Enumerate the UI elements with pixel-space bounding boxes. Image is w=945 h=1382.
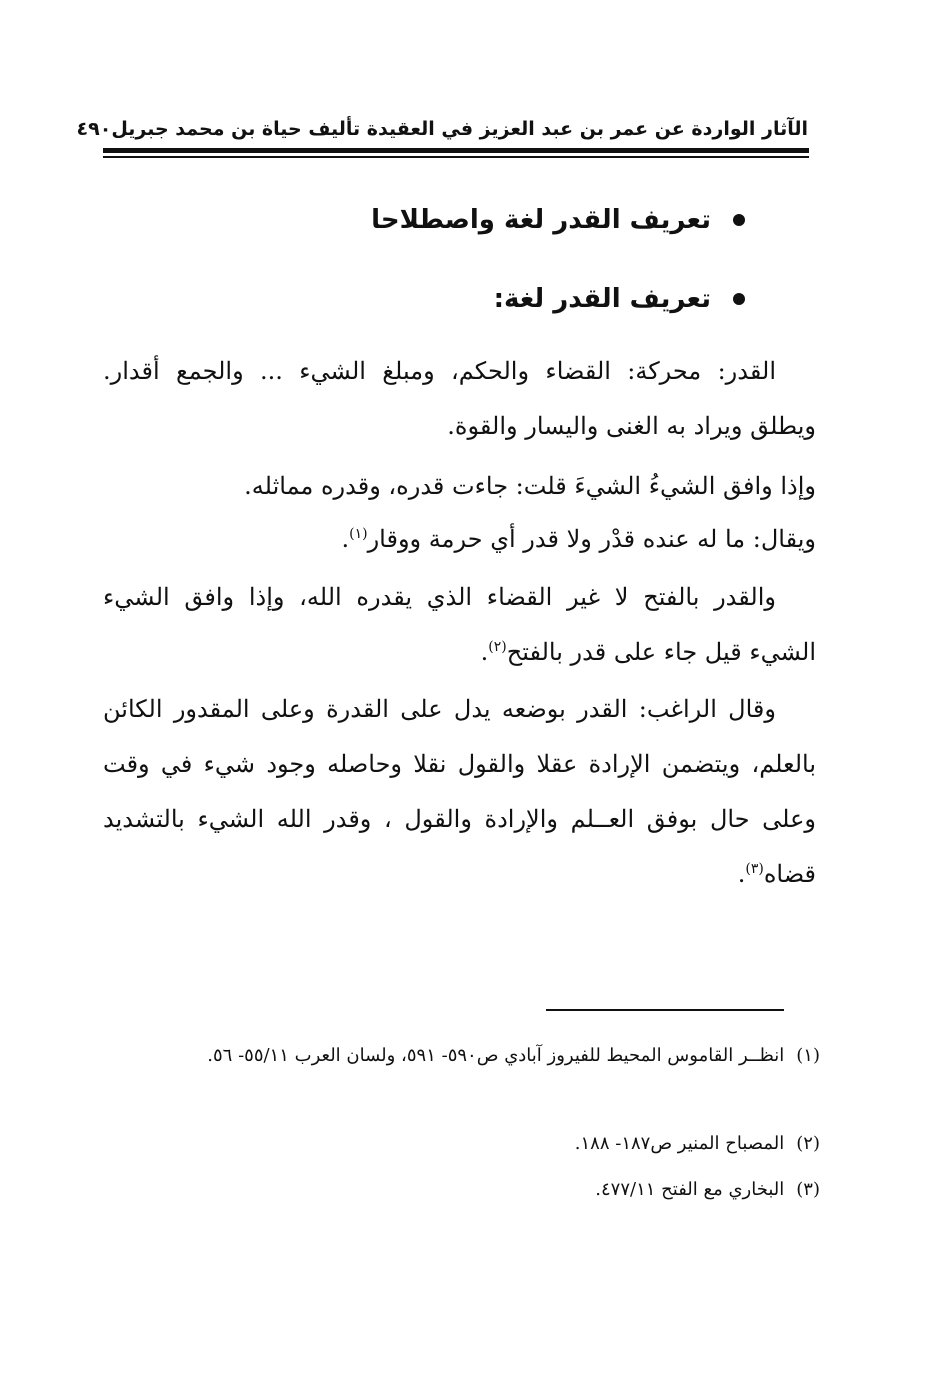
paragraph-raghib [103,682,816,902]
paragraph-text: ويقال: ما له عنده قدْر ولا قدر أي حرمة ووقار [367,525,816,553]
paragraph-period: . [480,638,489,666]
running-header-title: الآثار الواردة عن عمر بن عبد العزيز في العقيدة تأليف حياة بن محمد جبريل [111,118,808,140]
paragraph-text: القدر: محركة: القضاء والحكم، ومبلغ الشيء ... والجمع أقدار. ويطلق ويراد به الغنى واليسار والقوة. [103,357,816,440]
page-number: ٤٩٠ [76,118,112,140]
paragraph-fatha [103,570,816,680]
section-heading [371,205,745,235]
paragraph-saying [126,512,816,567]
footnote-number: (١) [796,1045,820,1066]
footnote-number: (٣) [796,1179,820,1200]
bullet-icon [733,214,745,226]
footnote-text: البخاري مع الفتح ٤٧٧/١١. [595,1179,785,1200]
paragraph-text: والقدر بالفتح لا غير القضاء الذي يقدره الله، وإذا وافق الشيء الشيء قيل جاء على قدر بالفتح [103,583,816,666]
paragraph-definition [103,344,816,454]
paragraph-text: وإذا وافق الشيءُ الشيءَ قلت: جاءت قدره، وقدره مماثله. [244,472,816,500]
footnote-number: (٢) [796,1133,820,1154]
header-rule-thin [103,156,809,158]
footnote-text: المصباح المنير ص١٨٧- ١٨٨. [574,1133,785,1154]
section-heading-text: تعريف القدر لغة واصطلاحا [371,205,711,235]
paragraph-period: . [341,525,350,553]
footnote-3 [103,1168,820,1212]
paragraph-period: . [737,860,746,888]
footnote-1 [103,1034,820,1078]
paragraph-match [126,459,816,514]
bullet-icon [733,293,745,305]
footnote-ref-3: (٣) [745,861,764,877]
paragraph-text: وقال الراغب: القدر بوضعه يدل على القدرة وعلى المقدور الكائن بالعلم، ويتضمن الإرادة عقلا والقول نقلا وحاصله وجود شيء في وقت وعلى حال بوفق العــلم والإرادة والقول ، وقدر الله الشيء بالتشديد قضاه [103,695,816,888]
footnote-2 [103,1122,820,1166]
header-rule-thick [103,148,809,153]
footnote-text: انظــر القاموس المحيط للفيروز آبادي ص٥٩٠- ٥٩١، ولسان العرب ٥٥/١١- ٥٦. [207,1045,785,1066]
footnote-ref-1: (١) [349,526,368,542]
subsection-heading-text: تعريف القدر لغة: [493,284,711,314]
footnote-ref-2: (٢) [488,639,507,655]
running-header [76,112,808,146]
footnote-separator [546,1009,784,1011]
subsection-heading [494,284,745,314]
